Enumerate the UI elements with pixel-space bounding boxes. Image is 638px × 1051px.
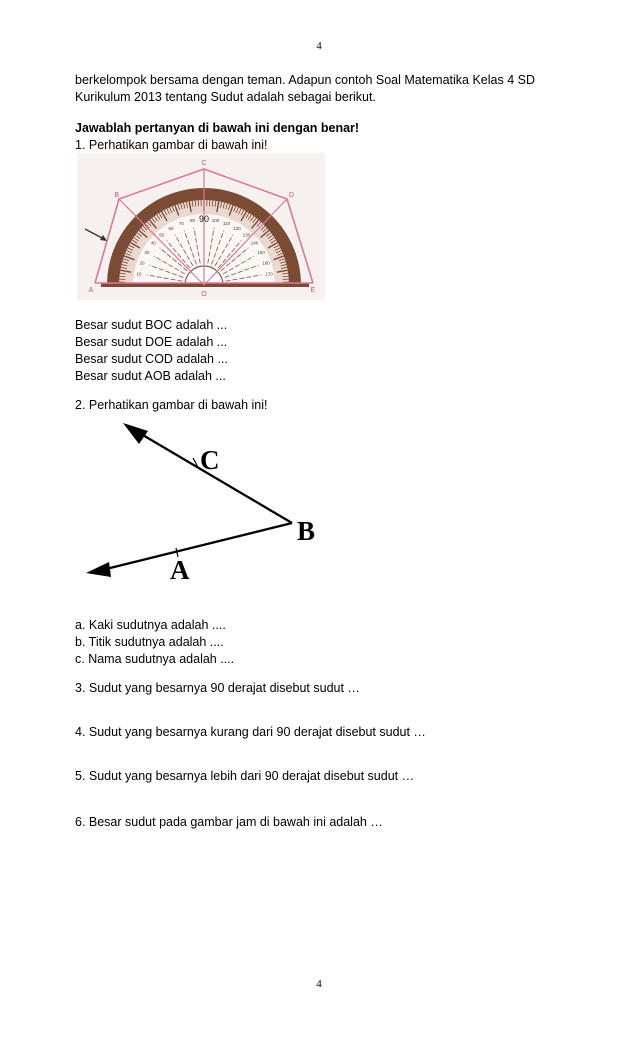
label-a: A: [88, 287, 94, 294]
protractor-tick-label: 30: [144, 250, 150, 255]
protractor-tick-label: 130: [242, 232, 251, 238]
label-b: B: [114, 192, 119, 199]
protractor-tick-label: 70: [178, 220, 184, 226]
protractor-tick-label: 80: [190, 218, 196, 224]
question-6: 6. Besar sudut pada gambar jam di bawah ini adalah …: [75, 815, 383, 829]
label-a: A: [170, 555, 190, 585]
label-d: D: [289, 192, 295, 199]
label-c: C: [200, 445, 220, 475]
protractor-tick-label: 40: [150, 240, 156, 246]
q2-line-a: a. Kaki sudutnya adalah ....: [75, 618, 226, 632]
instruction-heading: Jawablah pertanyan di bawah ini dengan benar!: [75, 121, 360, 135]
protractor-tick-label: 110: [222, 220, 231, 226]
label-c: C: [201, 160, 207, 167]
label-b: B: [297, 516, 316, 546]
question-4: 4. Sudut yang besarnya kurang dari 90 derajat disebut sudut …: [75, 725, 426, 739]
q1-line-2: Besar sudut DOE adalah ...: [75, 335, 228, 349]
angle-abc-figure: [80, 415, 340, 590]
arrowhead-c: [123, 423, 148, 444]
label-center-90: 90: [198, 214, 210, 224]
page-number-top: 4: [316, 40, 322, 52]
question-5: 5. Sudut yang besarnya lebih dari 90 derajat disebut sudut …: [75, 769, 415, 783]
protractor-tick-label: 10: [136, 271, 142, 277]
arrowhead-a: [86, 562, 111, 577]
q1-line-4: Besar sudut AOB adalah ...: [75, 369, 226, 383]
ray-ba: [102, 523, 292, 570]
question-3: 3. Sudut yang besarnya 90 derajat disebut sudut …: [75, 681, 360, 695]
protractor-tick-label: 20: [139, 260, 145, 266]
intro-line-2: Kurikulum 2013 tentang Sudut adalah sebagai berikut.: [75, 90, 376, 104]
intro-line-1: berkelompok bersama dengan teman. Adapun contoh Soal Matematika Kelas 4 SD: [75, 73, 535, 87]
protractor-tick-label: 50: [159, 232, 165, 238]
label-e: E: [310, 287, 316, 294]
protractor-tick-label: 150: [257, 250, 265, 255]
protractor-tick-label: 120: [233, 225, 241, 231]
q1-prompt: 1. Perhatikan gambar di bawah ini!: [75, 138, 268, 152]
protractor-tick-label: 170: [265, 271, 273, 277]
q2-prompt: 2. Perhatikan gambar di bawah ini!: [75, 398, 268, 412]
label-o: O: [201, 291, 207, 298]
protractor-tick-label: 160: [262, 260, 270, 266]
q2-line-c: c. Nama sudutnya adalah ....: [75, 652, 235, 666]
protractor-tick-label: 60: [168, 225, 174, 231]
protractor-tick-label: 140: [250, 240, 259, 246]
protractor-tick-label: 100: [211, 218, 220, 224]
q1-line-1: Besar sudut BOC adalah ...: [75, 318, 228, 332]
protractor-figure: [77, 153, 325, 300]
q2-line-b: b. Titik sudutnya adalah ....: [75, 635, 224, 649]
q1-line-3: Besar sudut COD adalah ...: [75, 352, 228, 366]
page-number-bottom: 4: [316, 978, 322, 990]
